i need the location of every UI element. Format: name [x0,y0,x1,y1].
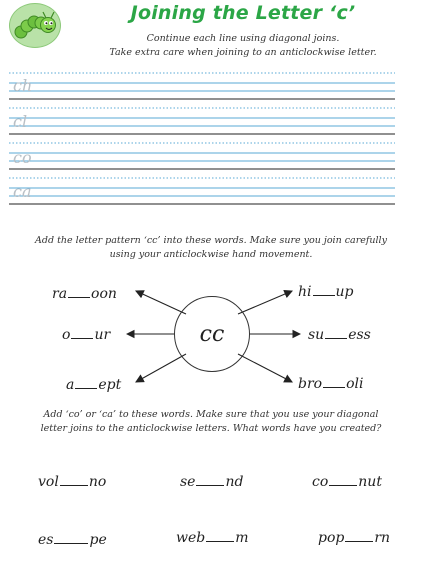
word-end: pe [89,532,107,548]
word-coconut [312,473,382,491]
word-end: nd [225,474,244,490]
word-start: se [180,474,196,490]
word-end: m [235,530,249,546]
word-escape [38,531,107,549]
word-accept [66,376,121,394]
blank-line[interactable] [68,286,90,298]
handwriting-lines [9,72,395,208]
word-start: a [66,377,75,393]
instruction-cc-line-1: Add the letter pattern ‘cc’ into these words. Make sure you join carefully [35,235,387,246]
instruction-co-ca-line-2: letter joins to the anticlockwise letters. What words have you created? [40,423,382,434]
word-end: no [88,474,107,490]
blank-line[interactable] [60,474,88,486]
instruction-co-ca-line-1: Add ‘co’ or ‘ca’ to these words. Make sure that you use your diagonal [43,409,379,420]
word-end: ess [348,327,371,343]
word-start: pop [318,530,345,546]
word-start: bro [298,376,323,392]
blank-line[interactable] [206,530,234,542]
word-end: ur [94,327,111,343]
blank-line[interactable] [313,284,335,296]
pattern-co: co [13,148,32,167]
word-popcorn [318,529,390,547]
blank-line[interactable] [325,327,347,339]
word-hiccup [298,283,353,301]
word-broccoli [298,375,363,393]
caterpillar-logo [9,3,61,48]
word-webcam [176,529,249,547]
blank-line[interactable] [196,474,224,486]
arrow-down-left [136,354,186,382]
arrow-up-left [136,291,186,314]
blank-line[interactable] [71,327,93,339]
word-start: co [312,474,329,490]
word-end: oli [346,376,364,392]
pattern-cl: cl [13,112,28,131]
word-occur [62,326,110,344]
subtitle-line-2: Take extra care when joining to an anticlockwise letter. [109,47,377,58]
word-success [308,326,371,344]
arrow-up-right [238,291,292,314]
center-circle-cc: cc [174,296,250,372]
word-start: o [62,327,71,343]
word-start: es [38,532,54,548]
blank-line[interactable] [329,474,357,486]
word-raccoon [52,285,117,303]
word-start: ra [52,286,68,302]
instruction-co-ca [8,408,414,436]
blank-line[interactable] [323,376,345,388]
word-end: rn [374,530,391,546]
word-start: web [176,530,206,546]
pattern-ch: ch [13,76,33,95]
word-end: nut [358,474,382,490]
subtitle-line-1: Continue each line using diagonal joins. [146,33,340,44]
pattern-ca: ca [13,182,32,201]
word-start: hi [298,284,312,300]
word-start: su [308,327,325,343]
word-end: oon [91,286,117,302]
handwriting-guide-lines [9,72,395,208]
word-end: up [335,284,354,300]
word-end: ept [98,377,122,393]
blank-line[interactable] [54,532,88,544]
page-title: Joining the Letter ‘c’ [130,2,356,24]
word-second [180,473,243,491]
word-volcano [38,473,106,491]
blank-line[interactable] [75,377,97,389]
word-start: vol [38,474,59,490]
instruction-cc-line-2: using your anticlockwise hand movement. [109,249,313,260]
blank-line[interactable] [345,530,373,542]
caterpillar-icon [10,4,61,48]
arrow-down-right [238,354,292,382]
instruction-cc [8,234,414,262]
